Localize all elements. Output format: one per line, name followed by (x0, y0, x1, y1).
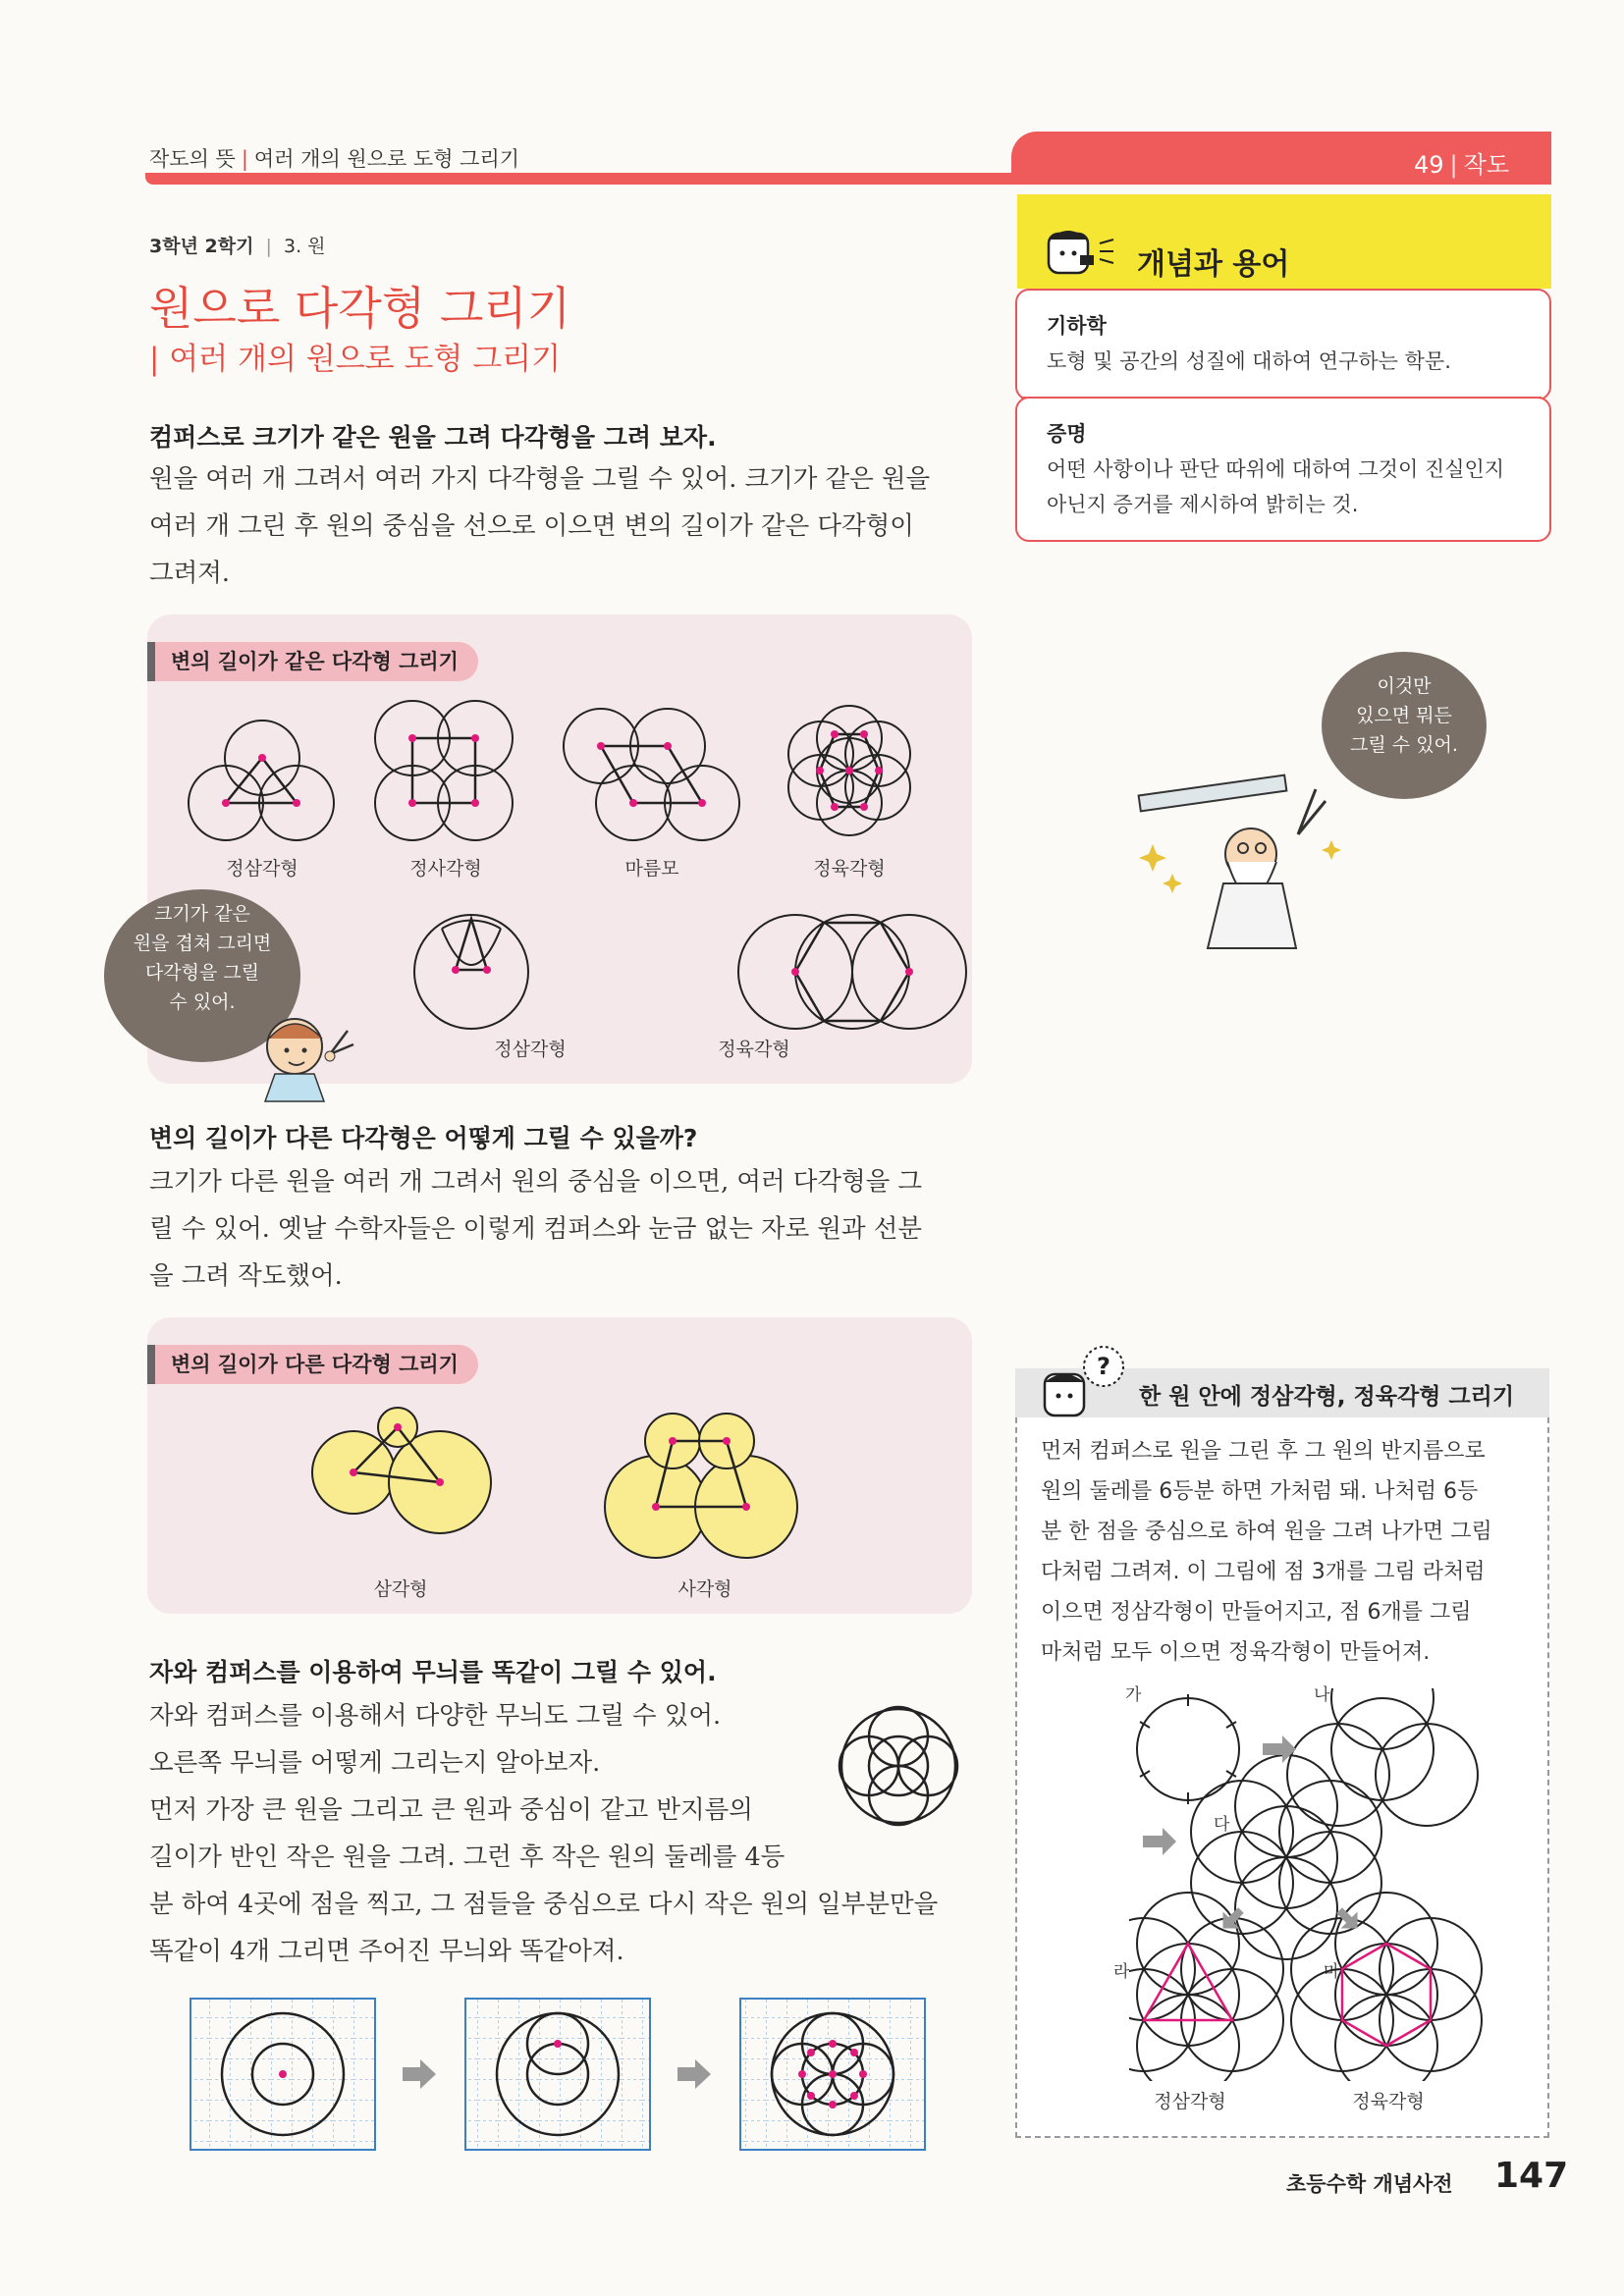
bubble-line: 수 있어. (169, 991, 236, 1013)
unit-text: 3. 원 (283, 236, 326, 257)
term-card-geometry (1015, 289, 1551, 400)
question-line: 마처럼 모두 이으면 정육각형이 만들어져. (1041, 1640, 1431, 1665)
figure-hexagon-three-circles (738, 915, 966, 1029)
header-section: 작도의 뜻 (149, 147, 236, 171)
caption-construct-triangle: 정삼각형 (1154, 2091, 1226, 2112)
caption-hexagon: 정육각형 (813, 858, 886, 880)
caption-construct-hexagon: 정육각형 (1352, 2091, 1425, 2112)
term-def-line: 어떤 사항이나 판단 따위에 대하여 그것이 진실인지 (1047, 457, 1505, 481)
caption-equilateral-triangle-2: 정삼각형 (494, 1039, 567, 1060)
section3-line: 오른쪽 무늬를 어떻게 그리는지 알아보자. (149, 1748, 601, 1778)
pattern-figure (837, 1704, 960, 1828)
grade-label: 3학년 2학기 | 3. 원 (149, 236, 326, 257)
section3-line: 먼저 가장 큰 원을 그리고 큰 원과 중심이 같고 반지름의 (149, 1795, 753, 1825)
bubble-line: 그릴 수 있어. (1350, 734, 1458, 756)
question-paragraph (1041, 1431, 1532, 1673)
pattern-step-1 (190, 1999, 375, 2150)
figure-triangle-two-circles (414, 915, 528, 1029)
page-number: 147 (1494, 2156, 1569, 2196)
speaker-icon (1043, 224, 1121, 281)
step-da (1191, 1755, 1381, 1959)
pattern-step-2 (465, 1999, 650, 2150)
caption-quadrilateral: 사각형 (677, 1578, 732, 1600)
section2-line: 릴 수 있어. 옛날 수학자들은 이렇게 컴퍼스와 눈금 없는 자로 원과 선분 (149, 1214, 922, 1244)
question-mark: ? (1097, 1353, 1110, 1380)
question-line: 먼저 컴퍼스로 원을 그린 후 그 원의 반지름으로 (1041, 1439, 1486, 1464)
page-subtitle: | 여러 개의 원으로 도형 그리기 (149, 342, 562, 377)
caption-triangle: 삼각형 (373, 1578, 428, 1600)
question-line: 원의 둘레를 6등분 하면 가처럼 돼. 나처럼 6등 (1041, 1479, 1479, 1504)
caption-equilateral-triangle: 정삼각형 (226, 858, 298, 880)
bubble-line: 크기가 같은 (154, 903, 250, 925)
caption-hexagon-2: 정육각형 (718, 1039, 790, 1060)
term-definition (1047, 452, 1504, 522)
header-bar (145, 173, 1551, 185)
intro-line: 원을 여러 개 그려서 여러 가지 다각형을 그릴 수 있어. 크기가 같은 원을 (149, 464, 931, 494)
concept-title: 개념과 용어 (1137, 247, 1290, 282)
header-number: 49 (1414, 151, 1444, 179)
label-ma: 마 (1324, 1962, 1340, 1982)
pattern-step-3 (740, 1999, 925, 2150)
section2-paragraph (149, 1158, 974, 1300)
term-name: 기하학 (1047, 314, 1107, 338)
intro-line: 그려져. (149, 559, 231, 588)
caption-square: 정사각형 (409, 858, 482, 880)
term-def-line: 아닌지 증거를 제시하여 밝히는 것. (1047, 493, 1359, 516)
header-chapter: 49 | 작도 (1414, 151, 1510, 179)
question-character-icon (1041, 1345, 1129, 1419)
page-title: 원으로 다각형 그리기 (149, 282, 571, 335)
section2-line: 크기가 다른 원을 여러 개 그려서 원의 중심을 이으면, 여러 다각형을 그 (149, 1167, 922, 1197)
intro-line: 여러 개 그린 후 원의 중심을 선으로 이으면 변의 길이가 같은 다각형이 (149, 511, 914, 541)
question-line: 이으면 정삼각형이 만들어지고, 점 6개를 그림 (1041, 1600, 1472, 1625)
header-topic: 여러 개의 원으로 도형 그리기 (253, 147, 520, 171)
term-card-proof (1015, 397, 1551, 542)
mathematician-illustration (1129, 746, 1355, 952)
section3-line: 길이가 반인 작은 원을 그려. 그런 후 작은 원의 둘레를 4등 (149, 1842, 785, 1872)
step-na (1287, 1688, 1478, 1826)
step-ma (1291, 1893, 1482, 2081)
arrow-right-2 (1143, 1828, 1176, 1855)
header-category: 작도 (1463, 151, 1510, 179)
figure-triangle (189, 721, 334, 840)
bubble-line: 원을 겹쳐 그리면 (133, 933, 272, 954)
step-ra (1129, 1893, 1283, 2081)
pattern-steps-figure (189, 1997, 935, 2156)
question-title: 한 원 안에 정삼각형, 정육각형 그리기 (1139, 1384, 1515, 1410)
label-ga: 가 (1125, 1685, 1142, 1705)
grade-text: 3학년 2학기 (149, 236, 254, 257)
hexagon-construction-figure (1129, 1688, 1542, 2081)
header-breadcrumb: 작도의 뜻 | 여러 개의 원으로 도형 그리기 (149, 147, 520, 171)
step-ga (1137, 1694, 1239, 1804)
figure-rhombus (564, 709, 739, 840)
footer-book-title: 초등수학 개념사전 (1286, 2172, 1453, 2196)
different-panel-title: 변의 길이가 다른 다각형 그리기 (147, 1345, 478, 1384)
intro-paragraph (149, 455, 974, 597)
caption-rhombus: 마름모 (624, 858, 679, 880)
label-na: 나 (1314, 1685, 1330, 1705)
term-definition: 도형 및 공간의 성질에 대하여 연구하는 학문. (1047, 349, 1451, 373)
section3-lead: 자와 컴퍼스를 이용하여 무늬를 똑같이 그릴 수 있어. (149, 1658, 717, 1686)
figure-square (375, 701, 513, 840)
question-line: 다처럼 그려져. 이 그림에 점 3개를 그림 라처럼 (1041, 1560, 1486, 1584)
bubble-line: 있으면 뭐든 (1356, 705, 1452, 726)
different-polygons-figure (147, 1394, 972, 1590)
equal-panel-title: 변의 길이가 같은 다각형 그리기 (147, 642, 478, 681)
section2-lead: 변의 길이가 다른 다각형은 어떻게 그릴 수 있을까? (149, 1124, 698, 1152)
section3-line: 똑같이 4개 그리면 주어진 무늬와 똑같아져. (149, 1937, 624, 1966)
figure-quadrilateral-diff (605, 1414, 797, 1558)
step-arrow (403, 2059, 436, 2089)
kid-illustration (245, 995, 383, 1103)
section3-line: 자와 컴퍼스를 이용해서 다양한 무늬도 그릴 수 있어. (149, 1701, 722, 1731)
question-line: 분 한 점을 중심으로 하여 원을 그려 나가면 그림 (1041, 1520, 1492, 1544)
bubble-line: 다각형을 그릴 (144, 962, 260, 984)
step-arrow (677, 2059, 711, 2089)
term-name: 증명 (1047, 422, 1087, 446)
section2-line: 을 그려 작도했어. (149, 1261, 343, 1291)
label-ra: 라 (1113, 1962, 1130, 1982)
bubble-line: 이것만 (1377, 675, 1432, 697)
section3-line: 분 하여 4곳에 점을 찍고, 그 점들을 중심으로 다시 작은 원의 일부분만을 (149, 1890, 939, 1919)
intro-lead: 컴퍼스로 크기가 같은 원을 그려 다각형을 그려 보자. (149, 423, 717, 452)
label-da: 다 (1214, 1815, 1230, 1835)
figure-triangle-diff (312, 1408, 491, 1533)
